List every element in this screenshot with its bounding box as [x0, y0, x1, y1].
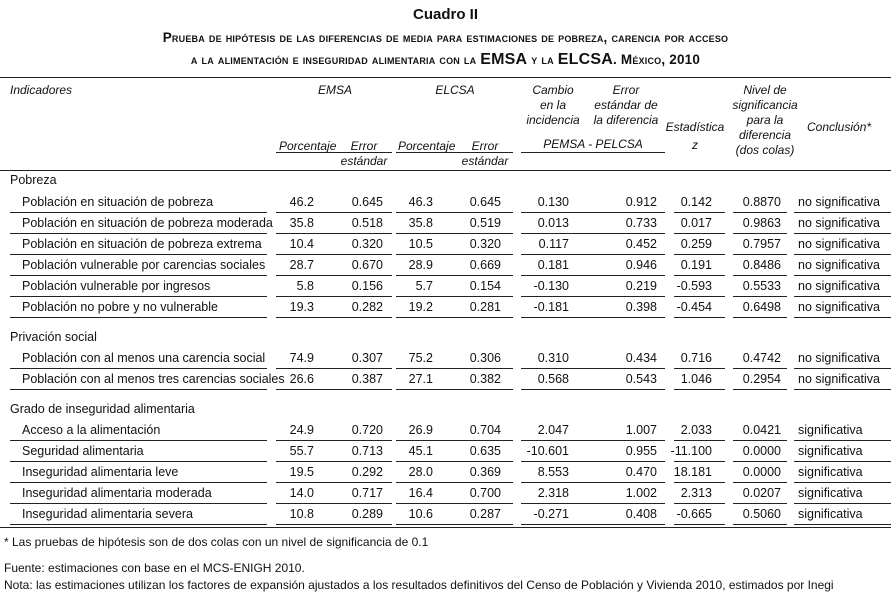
header-cambio-l1: Cambio [532, 83, 574, 97]
row-value: 0.717 [351, 486, 383, 500]
table-row [0, 441, 891, 462]
row-value: 0.142 [680, 195, 712, 209]
row-rule [733, 317, 787, 318]
row-value: 1.007 [625, 423, 657, 437]
row-value: 0.310 [537, 351, 569, 365]
pemsa-rule [521, 152, 665, 153]
row-value: -0.271 [533, 507, 569, 521]
row-value: 0.2954 [742, 372, 781, 386]
row-value: 28.0 [408, 465, 433, 479]
table-title-line2 [0, 51, 891, 69]
header-cambio [520, 83, 586, 128]
row-value: 0.9863 [742, 216, 781, 230]
header-nivel-l5: (dos colas) [735, 143, 795, 157]
row-label: Inseguridad alimentaria severa [22, 507, 193, 521]
row-value: 0.292 [351, 465, 383, 479]
row-value: 0.568 [537, 372, 569, 386]
row-value: 0.306 [469, 351, 501, 365]
table-row [0, 213, 891, 234]
row-value: 0.282 [351, 300, 383, 314]
row-value: 0.704 [469, 423, 501, 437]
table-title-line1: Prueba de hipótesis de las diferencias de media para estimaciones de pobreza, carencia por acceso [162, 30, 729, 45]
row-value: 0.720 [351, 423, 383, 437]
row-conclusion: significativa [798, 507, 863, 521]
row-value: 0.320 [351, 237, 383, 251]
row-value: 5.7 [415, 279, 433, 293]
row-value: 16.4 [408, 486, 433, 500]
row-value: 46.2 [289, 195, 314, 209]
title-text-mid: y la [527, 52, 558, 67]
row-value: -0.130 [533, 279, 569, 293]
row-value: 10.4 [289, 237, 314, 251]
table-row [0, 348, 891, 369]
row-value: 0.946 [625, 258, 657, 272]
emsa-rule [276, 152, 392, 153]
row-value: 1.046 [680, 372, 712, 386]
section-title: Pobreza [10, 173, 57, 187]
row-label: Población en situación de pobreza extrema [22, 237, 262, 251]
row-rule [733, 524, 787, 525]
header-elcsa: ELCSA [435, 83, 475, 97]
row-value: -0.181 [533, 300, 569, 314]
row-value: 0.0207 [742, 486, 781, 500]
row-rule [521, 524, 665, 525]
row-rule [10, 317, 267, 318]
row-rule [674, 389, 725, 390]
row-value: 24.9 [289, 423, 314, 437]
header-emsa-porcentaje: Porcentaje [279, 139, 337, 153]
row-value: 0.8870 [742, 195, 781, 209]
row-value: 26.9 [408, 423, 433, 437]
section-title: Privación social [10, 330, 97, 344]
section-title: Grado de inseguridad alimentaria [10, 402, 195, 416]
top-rule [0, 77, 891, 78]
source-note: Fuente: estimaciones con base en el MCS-ENIGH 2010. [4, 561, 305, 575]
title-text-end: . México, 2010 [612, 52, 701, 67]
footnote: * Las pruebas de hipótesis son de dos colas con un nivel de significancia de 0.1 [4, 535, 429, 549]
row-value: 0.219 [625, 279, 657, 293]
header-bottom-rule [0, 170, 891, 171]
row-value: 0.181 [537, 258, 569, 272]
row-value: 0.7957 [742, 237, 781, 251]
row-value: 0.5060 [742, 507, 781, 521]
row-value: 0.8486 [742, 258, 781, 272]
header-nivel [728, 83, 802, 158]
row-value: 0.716 [680, 351, 712, 365]
row-value: -10.601 [526, 444, 569, 458]
row-rule [276, 524, 392, 525]
row-conclusion: no significativa [798, 258, 880, 272]
row-rule [521, 389, 665, 390]
row-value: -0.454 [676, 300, 712, 314]
row-value: 0.713 [351, 444, 383, 458]
header-pemsa-pelcsa: PEMSA - PELCSA [543, 137, 643, 151]
row-value: 10.8 [289, 507, 314, 521]
row-value: 0.0000 [742, 444, 781, 458]
row-value: 0.645 [351, 195, 383, 209]
row-label: Inseguridad alimentaria leve [22, 465, 179, 479]
row-value: 10.5 [408, 237, 433, 251]
row-label: Población con al menos una carencia social [22, 351, 266, 365]
row-value: 0.281 [469, 300, 501, 314]
row-value: 0.635 [469, 444, 501, 458]
row-label: Inseguridad alimentaria moderada [22, 486, 212, 500]
title-elcsa: ELCSA [557, 51, 613, 68]
row-value: 0.0000 [742, 465, 781, 479]
row-rule [674, 317, 725, 318]
row-value: 0.017 [680, 216, 712, 230]
row-value: -11.100 [670, 444, 712, 458]
row-value: 0.519 [469, 216, 501, 230]
row-value: 0.470 [625, 465, 657, 479]
row-conclusion: no significativa [798, 195, 880, 209]
row-rule [276, 317, 392, 318]
row-value: 0.130 [537, 195, 569, 209]
row-value: 0.289 [351, 507, 383, 521]
row-value: 1.002 [625, 486, 657, 500]
row-value: 2.033 [680, 423, 712, 437]
title-emsa: EMSA [480, 51, 528, 68]
header-error-dif [586, 83, 666, 128]
row-label: Población en situación de pobreza moderada [22, 216, 273, 230]
methodology-note: Nota: las estimaciones utilizan los factores de expansión ajustados a los resultados definitivos del Censo de Población y Vivienda 2010, estimados por Inegi [4, 578, 834, 592]
row-rule [276, 389, 392, 390]
header-error-dif-l3: la diferencia [593, 113, 659, 127]
row-value: 0.955 [625, 444, 657, 458]
row-value: 0.0421 [742, 423, 781, 437]
table-row [0, 297, 891, 318]
header-emsa-error [339, 139, 389, 169]
row-value: 19.5 [289, 465, 314, 479]
header-elcsa-error-l2: estándar [461, 154, 509, 168]
row-value: 28.9 [408, 258, 433, 272]
row-value: 2.313 [680, 486, 712, 500]
row-value: 0.669 [469, 258, 501, 272]
row-rule [794, 524, 891, 525]
row-rule [10, 389, 267, 390]
row-value: 28.7 [289, 258, 314, 272]
row-value: 0.6498 [742, 300, 781, 314]
header-nivel-l1: Nivel de [743, 83, 787, 97]
row-value: 46.3 [408, 195, 433, 209]
row-rule [396, 389, 513, 390]
title-text: a la alimentación e inseguridad alimentaria con la [190, 52, 481, 67]
row-value: 55.7 [289, 444, 314, 458]
row-conclusion: significativa [798, 423, 863, 437]
row-value: 0.307 [351, 351, 383, 365]
row-value: 0.518 [351, 216, 383, 230]
table-row [0, 420, 891, 441]
row-label: Población no pobre y no vulnerable [22, 300, 218, 314]
row-label: Población con al menos tres carencias sociales [22, 372, 285, 386]
row-value: 0.670 [351, 258, 383, 272]
row-value: 0.287 [469, 507, 501, 521]
row-rule [733, 389, 787, 390]
row-value: 0.191 [680, 258, 712, 272]
header-cambio-l2: en la [539, 98, 567, 112]
row-value: 0.700 [469, 486, 501, 500]
row-value: 0.4742 [742, 351, 781, 365]
row-value: 35.8 [408, 216, 433, 230]
table-bottom-rule [0, 527, 891, 528]
row-value: 0.156 [351, 279, 383, 293]
row-label: Seguridad alimentaria [22, 444, 144, 458]
row-conclusion: no significativa [798, 279, 880, 293]
row-conclusion: no significativa [798, 237, 880, 251]
row-value: 0.408 [625, 507, 657, 521]
elcsa-rule [396, 152, 513, 153]
row-value: -0.665 [676, 507, 712, 521]
header-error-dif-l1: Error [612, 83, 640, 97]
row-value: 5.8 [296, 279, 314, 293]
header-estadistica-l2: z [692, 138, 698, 152]
header-emsa-error-l2: estándar [340, 154, 388, 168]
row-value: 0.912 [625, 195, 657, 209]
header-emsa-error-l1: Error [350, 139, 378, 153]
row-label: Población vulnerable por carencias sociales [22, 258, 266, 272]
row-label: Acceso a la alimentación [22, 423, 161, 437]
row-value: 19.2 [408, 300, 433, 314]
table-row [0, 483, 891, 504]
table-row [0, 234, 891, 255]
row-value: 45.1 [408, 444, 433, 458]
row-value: 0.452 [625, 237, 657, 251]
header-error-dif-l2: estándar de [594, 98, 658, 112]
row-value: 0.387 [351, 372, 383, 386]
row-value: 8.553 [537, 465, 569, 479]
row-value: 0.013 [537, 216, 569, 230]
row-value: 0.645 [469, 195, 501, 209]
table-row [0, 504, 891, 525]
row-value: 10.6 [408, 507, 433, 521]
header-nivel-l2: significancia [732, 98, 798, 112]
row-value: 0.434 [625, 351, 657, 365]
row-value: 35.8 [289, 216, 314, 230]
row-conclusion: significativa [798, 486, 863, 500]
table-row [0, 276, 891, 297]
table-row [0, 462, 891, 483]
row-value: 2.047 [537, 423, 569, 437]
row-value: -0.593 [676, 279, 712, 293]
row-value: 0.733 [625, 216, 657, 230]
row-value: 0.382 [469, 372, 501, 386]
header-elcsa-error [460, 139, 510, 169]
row-value: 27.1 [408, 372, 433, 386]
header-estadistica [664, 120, 726, 153]
header-indicadores: Indicadores [10, 83, 73, 97]
row-label: Población en situación de pobreza [22, 195, 214, 209]
row-conclusion: significativa [798, 465, 863, 479]
table-row [0, 369, 891, 390]
row-value: 0.5533 [742, 279, 781, 293]
row-rule [396, 317, 513, 318]
table-row [0, 255, 891, 276]
header-nivel-l4: diferencia [738, 128, 792, 142]
header-estadistica-l1: Estadística [665, 120, 725, 134]
row-value: 75.2 [408, 351, 433, 365]
table-row [0, 192, 891, 213]
row-rule [674, 524, 725, 525]
row-rule [521, 317, 665, 318]
row-value: 0.369 [469, 465, 501, 479]
header-elcsa-porcentaje: Porcentaje [398, 139, 456, 153]
row-conclusion: no significativa [798, 372, 880, 386]
header-conclusion: Conclusión* [807, 120, 872, 134]
row-conclusion: no significativa [798, 351, 880, 365]
row-label: Población vulnerable por ingresos [22, 279, 211, 293]
row-conclusion: significativa [798, 444, 863, 458]
row-rule [794, 317, 891, 318]
header-elcsa-error-l1: Error [471, 139, 499, 153]
header-cambio-l3: incidencia [526, 113, 580, 127]
row-conclusion: no significativa [798, 300, 880, 314]
row-value: 26.6 [289, 372, 314, 386]
row-value: 0.154 [469, 279, 501, 293]
row-rule [396, 524, 513, 525]
table-caption: Cuadro II [412, 6, 478, 23]
row-conclusion: no significativa [798, 216, 880, 230]
row-value: 0.543 [625, 372, 657, 386]
row-value: 18.181 [673, 465, 712, 479]
row-rule [10, 524, 267, 525]
row-value: 0.320 [469, 237, 501, 251]
row-value: 0.398 [625, 300, 657, 314]
header-emsa: EMSA [317, 83, 352, 97]
row-value: 0.259 [680, 237, 712, 251]
row-value: 19.3 [289, 300, 314, 314]
row-rule [794, 389, 891, 390]
row-value: 2.318 [537, 486, 569, 500]
row-value: 0.117 [538, 237, 569, 251]
row-value: 74.9 [289, 351, 314, 365]
row-value: 14.0 [289, 486, 314, 500]
header-nivel-l3: para la [746, 113, 784, 127]
